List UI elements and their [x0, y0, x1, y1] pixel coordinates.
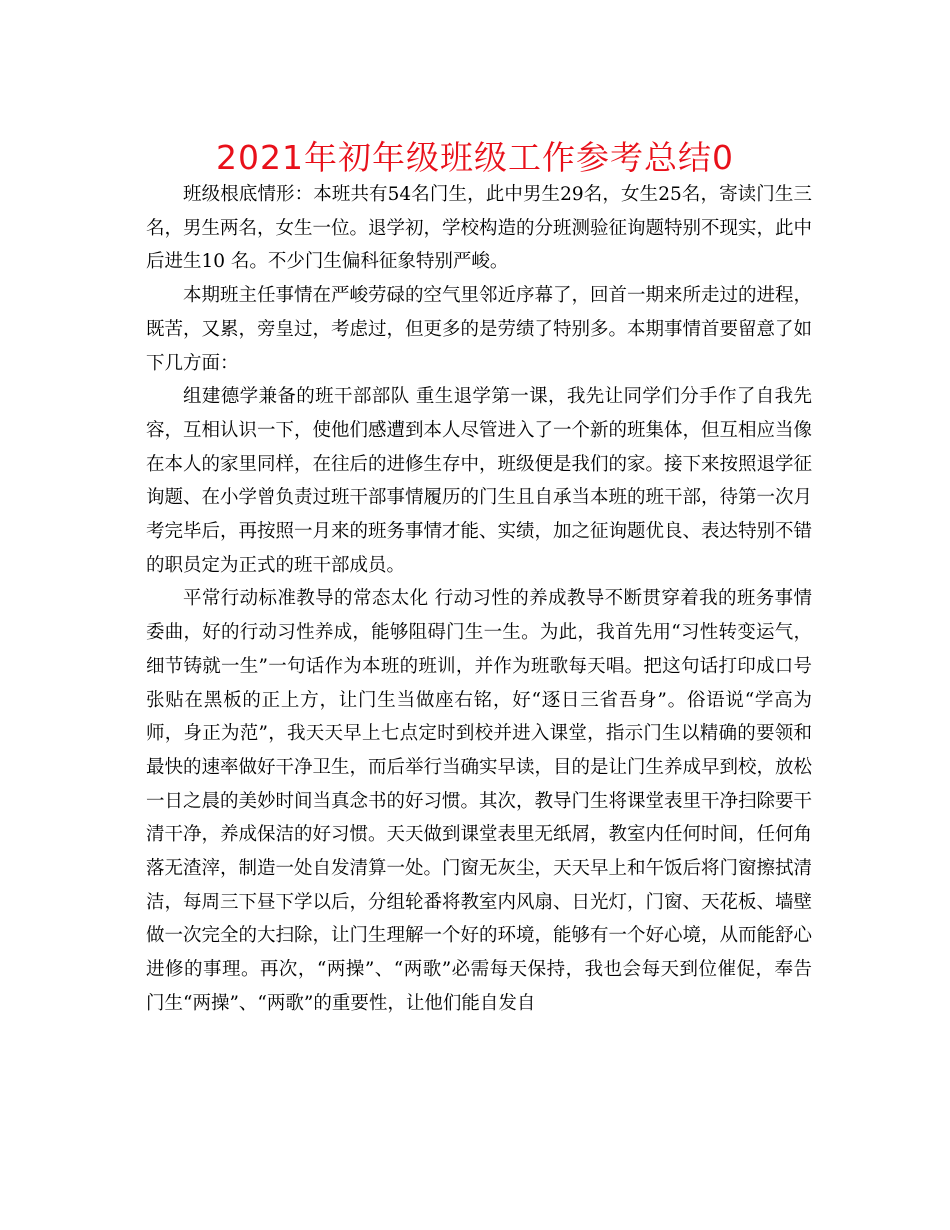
- document-title: 2021年初年级班级工作参考总结0: [216, 138, 734, 177]
- paragraph-class-cadres: 组建德学兼备的班干部部队 重生退学第一课，我先让同学们分手作了自我先容，互相认识一下，使他们感遭到本人尽管进入了一个新的班集体，但互相应当像在本人的家里同样，在往后的进修生存中，班级便是我们的家。接下来按照退学征询题、在小学曾负责过班干部事情履历的门生且自承当本班的班干部，待第一次月考完毕后，再按照一月来的班务事情才能、实绩，加之征询题优良、表达特别不错的职员定为正式的班干部成员。: [146, 386, 813, 576]
- document-body: [146, 178, 812, 1021]
- paragraph-class-situation: 班级根底情形：本班共有54名门生，此中男生29名，女生25名，寄读门生三名，男生两名，女生一位。退学初，学校构造的分班测验征询题特别不现实，此中后进生10 名。不少门生偏科征象特别严峻。: [146, 184, 813, 273]
- paragraph-behavior-education: 平常行动标准教导的常态太化 行动习性的养成教导不断贯穿着我的班务事情委曲，好的行动习性养成，能够阻碍门生一生。为此，我首先用“习性转变运气，细节铸就一生”一句话作为本班的班训，并作为班歌每天唱。把这句话打印成口号张贴在黑板的正上方，让门生当做座右铭，好“逐日三省吾身”。俗语说“学高为师，身正为范”，我天天早上七点定时到校并进入课堂，指示门生以精确的要领和最快的速率做好干净卫生，而后举行当确实早读，目的是让门生养成早到校，放松一日之晨的美妙时间当真念书的好习惯。其次，教导门生将课堂表里干净扫除要干清干净，养成保洁的好习惯。天天做到课堂表里无纸屑，教室内任何时间，任何角落无渣滓，制造一处自发清算一处。门窗无灰尘，天天早上和午饭后将门窗擦拭清洁，每周三下昼下学以后，分组轮番将教室内风扇、日光灯，门窗、天花板、墙壁做一次完全的大扫除，让门生理解一个好的环境，能够有一个好心境，从而能舒心进修的事理。再次，“两操”、“两歌”必需每天保持，我也会每天到位催促，奉告门生“两操”、“两歌”的重要性，让他们能自发自: [146, 588, 813, 1014]
- paragraph-term-review: 本期班主任事情在严峻劳碌的空气里邻近序幕了，回首一期来所走过的进程，既苦，又累，旁皇过，考虑过，但更多的是劳绩了特别多。本期事情首要留意了如下几方面：: [146, 285, 813, 374]
